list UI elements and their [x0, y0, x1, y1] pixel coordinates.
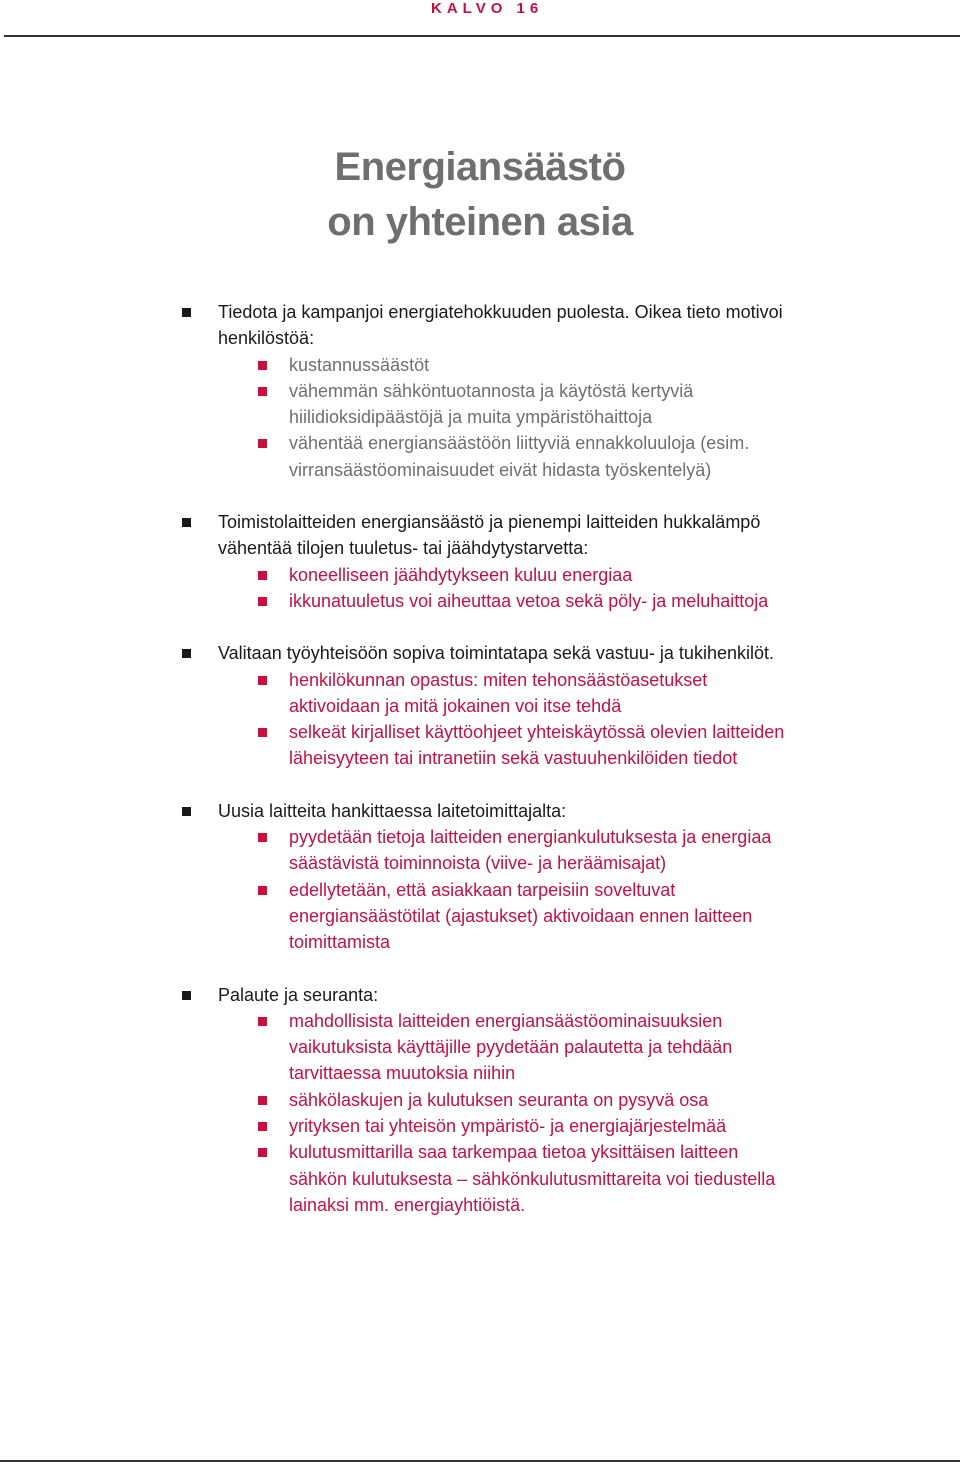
sub-bullet-text: pyydetään tietoja laitteiden energiankulutuksesta ja energiaa säästävistä toiminnoista (viive- ja heräämisajat)	[289, 827, 772, 874]
main-bullet	[0, 299, 960, 352]
bullet-sections	[0, 299, 960, 1244]
square-bullet-icon	[258, 728, 267, 737]
sub-bullet	[0, 588, 960, 614]
sub-bullet	[0, 824, 960, 877]
square-bullet-icon	[182, 308, 191, 317]
section-procurement	[0, 798, 960, 956]
square-bullet-icon	[258, 886, 267, 895]
sub-bullet	[0, 719, 960, 772]
main-bullet	[0, 982, 960, 1008]
top-divider	[4, 35, 960, 37]
square-bullet-icon	[258, 597, 267, 606]
sub-bullet	[0, 667, 960, 720]
square-bullet-icon	[258, 1096, 267, 1105]
square-bullet-icon	[182, 649, 191, 658]
sub-bullet-text: vähemmän sähköntuotannosta ja käytöstä kertyviä hiilidioksidipäästöjä ja muita ympäristöhaittoja	[289, 380, 694, 428]
sub-bullet-text: ikkunatuuletus voi aiheuttaa vetoa sekä pöly- ja meluhaittoja	[289, 590, 769, 611]
sub-bullet	[0, 877, 960, 956]
main-bullet	[0, 798, 960, 824]
main-bullet	[0, 640, 960, 666]
sub-bullet	[0, 1113, 960, 1139]
sub-bullet	[0, 562, 960, 588]
sub-bullet	[0, 1008, 960, 1087]
square-bullet-icon	[258, 1017, 267, 1026]
main-bullet-text: Valitaan työyhteisöön sopiva toimintatapa sekä vastuu- ja tukihenkilöt.	[218, 643, 774, 664]
main-bullet-text: Uusia laitteita hankittaessa laitetoimittajalta:	[218, 800, 567, 821]
main-bullet-text: Tiedota ja kampanjoi energiatehokkuuden puolesta. Oikea tieto motivoi henkilöstöä:	[218, 302, 783, 349]
title-line-2: on yhteinen asia	[327, 200, 633, 244]
section-information	[0, 299, 960, 483]
slide-label: KALVO 16	[431, 0, 544, 17]
square-bullet-icon	[182, 518, 191, 527]
sub-list	[0, 562, 960, 615]
sub-list	[0, 352, 960, 483]
sub-list	[0, 824, 960, 955]
sub-bullet	[0, 1139, 960, 1218]
square-bullet-icon	[258, 439, 267, 448]
section-office-equipment	[0, 509, 960, 614]
page-title	[0, 140, 960, 250]
title-line-1: Energiansäästö	[334, 145, 626, 189]
square-bullet-icon	[258, 676, 267, 685]
sub-bullet-text: edellytetään, että asiakkaan tarpeisiin soveltuvat energiansäästötilat (ajastukset) aktivoidaan ennen laitteen toimittamista	[289, 879, 753, 953]
sub-bullet-text: henkilökunnan opastus: miten tehonsäästöasetukset aktivoidaan ja mitä jokainen voi itse tehdä	[289, 669, 708, 716]
sub-bullet	[0, 430, 960, 483]
sub-bullet-text: selkeät kirjalliset käyttöohjeet yhteiskäytössä olevien laitteiden läheisyyteen tai intranetiin sekä vastuuhenkilöiden tiedot	[289, 722, 785, 769]
section-feedback	[0, 982, 960, 1219]
square-bullet-icon	[258, 361, 267, 370]
sub-bullet-text: kulutusmittarilla saa tarkempaa tietoa yksittäisen laitteen sähkön kulutuksesta – sähkönkulutusmittareita voi tiedustella lainaksi mm. energiayhtiöistä.	[289, 1142, 776, 1215]
sub-list	[0, 667, 960, 772]
main-bullet-text: Toimistolaitteiden energiansäästö ja pienempi laitteiden hukkalämpö vähentää tilojen tuuletus- tai jäähdytystarvetta:	[218, 512, 761, 559]
square-bullet-icon	[258, 833, 267, 842]
square-bullet-icon	[182, 807, 191, 816]
sub-bullet-text: kustannussäästöt	[289, 354, 430, 375]
square-bullet-icon	[258, 387, 267, 396]
sub-bullet	[0, 352, 960, 378]
sub-bullet-text: vähentää energiansäästöön liittyviä ennakkoluuloja (esim. virransäästöominaisuudet eivät hidasta työskentelyä)	[289, 433, 750, 480]
sub-bullet-text: sähkölaskujen ja kulutuksen seuranta on pysyvä osa	[289, 1089, 709, 1110]
sub-bullet	[0, 378, 960, 431]
main-bullet-text: Palaute ja seuranta:	[218, 984, 379, 1005]
sub-bullet-text: mahdollisista laitteiden energiansäästöominaisuuksien vaikutuksista käyttäjille pyydetään palautetta ja tehdään tarvittaessa muutoksia niihin	[289, 1010, 733, 1084]
square-bullet-icon	[258, 1148, 267, 1157]
square-bullet-icon	[258, 1122, 267, 1131]
sub-bullet-text: koneelliseen jäähdytykseen kuluu energiaa	[289, 564, 633, 585]
section-practices	[0, 640, 960, 771]
sub-list	[0, 1008, 960, 1218]
bottom-divider	[0, 1460, 960, 1462]
square-bullet-icon	[258, 571, 267, 580]
sub-bullet	[0, 1087, 960, 1113]
sub-bullet-text: yrityksen tai yhteisön ympäristö- ja energiajärjestelmää	[289, 1116, 727, 1137]
main-bullet	[0, 509, 960, 562]
square-bullet-icon	[182, 991, 191, 1000]
